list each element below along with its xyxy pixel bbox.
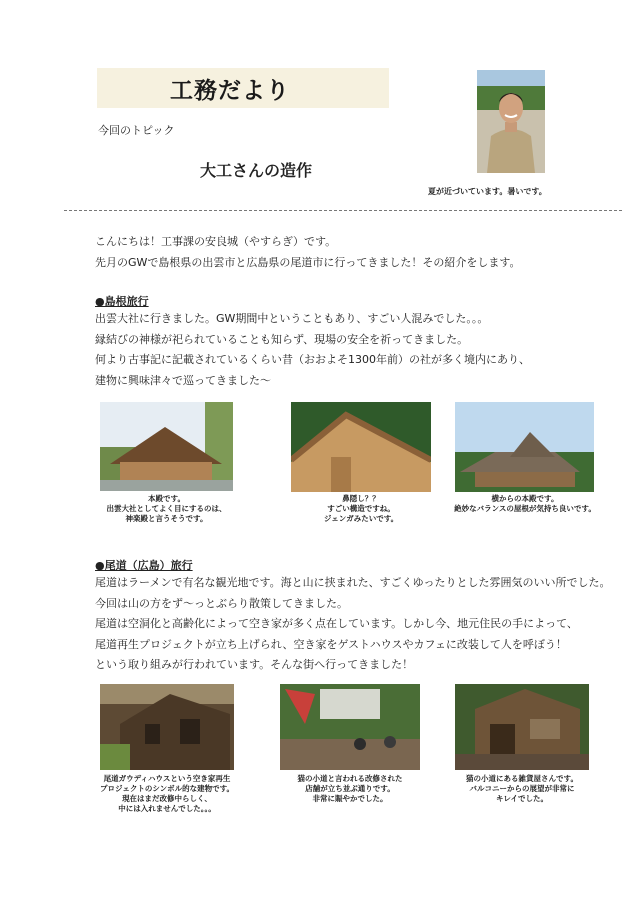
divider — [64, 210, 622, 211]
onomichi-text: 尾道はラーメンで有名な観光地です。海と山に挟まれた、すごくゆったりとした雰囲気のいい所でした。 今回は山の方をず～っとぶらり散策してきました。 尾道は空洞化と高齢化によって空き家が多く点在しています。しかし今、地元住民の手によって、 尾道再生プロジェクトが立ち上げられ、空き家をゲストハウスやカフェに改装して人を呼ぼう！ という取り組みが行われています。そんな街へ行ってきました！ — [95, 576, 611, 671]
page-title: 工務だより — [170, 78, 290, 104]
photo-zakka-shop — [455, 684, 589, 770]
topic-title: 大工さんの造作 — [200, 161, 313, 180]
photo-honden-side — [455, 402, 594, 492]
caption-honden-front: 本殿です。 出雲大社としてよく目にするのは、 神楽殿と言うそうです。 — [106, 494, 227, 523]
section-heading-shimane: ●島根旅行 — [95, 295, 149, 308]
author-photo — [477, 70, 545, 173]
topic-label: 今回のトピック — [98, 124, 175, 137]
caption-cat-alley: 猫の小道と言われる改修された 店舗が立ち並ぶ通りです。 非常に賑やかでした。 — [297, 774, 403, 803]
photo-honden-front — [100, 402, 233, 491]
photo-gaudi-house — [100, 684, 234, 770]
caption-honden-side: 横からの本殿です。 絶妙なバランスの屋根が気持ち良いです。 — [454, 494, 596, 513]
section-heading-onomichi: ●尾道（広島）旅行 — [95, 559, 193, 572]
intro-text: こんにちは！工事課の安良城（やすらぎ）です。 先月のGWで島根県の出雲市と広島県の尾道市に行ってきました！その紹介をします。 — [95, 235, 521, 269]
caption-roof-detail: 鼻隠し？？ すごい構造ですね。 ジェンガみたいです。 — [323, 494, 399, 523]
author-caption: 夏が近づいています。暑いです。 — [428, 187, 547, 196]
caption-zakka-shop: 猫の小道にある雑貨屋さんです。 バルコニーからの展望が非常に キレイでした。 — [466, 774, 578, 803]
shimane-text: 出雲大社に行きました。GW期間中ということもあり、すごい人混みでした。。。 縁結びの神様が祀られていることも知らず、現場の安全を祈ってきました。 何より古事記に記載されているくらい昔（おおよそ1300年前）の社が多く境内にあり、 建物に興味津々で巡ってきました～ — [95, 312, 530, 387]
photo-roof-detail — [291, 402, 431, 492]
caption-gaudi-house: 尾道ガウディハウスという空き家再生 プロジェクトのシンボル的な建物です。 現在はまだ改修中らしく、 中には入れませんでした。。。 — [99, 774, 235, 813]
photo-cat-alley — [280, 684, 420, 770]
